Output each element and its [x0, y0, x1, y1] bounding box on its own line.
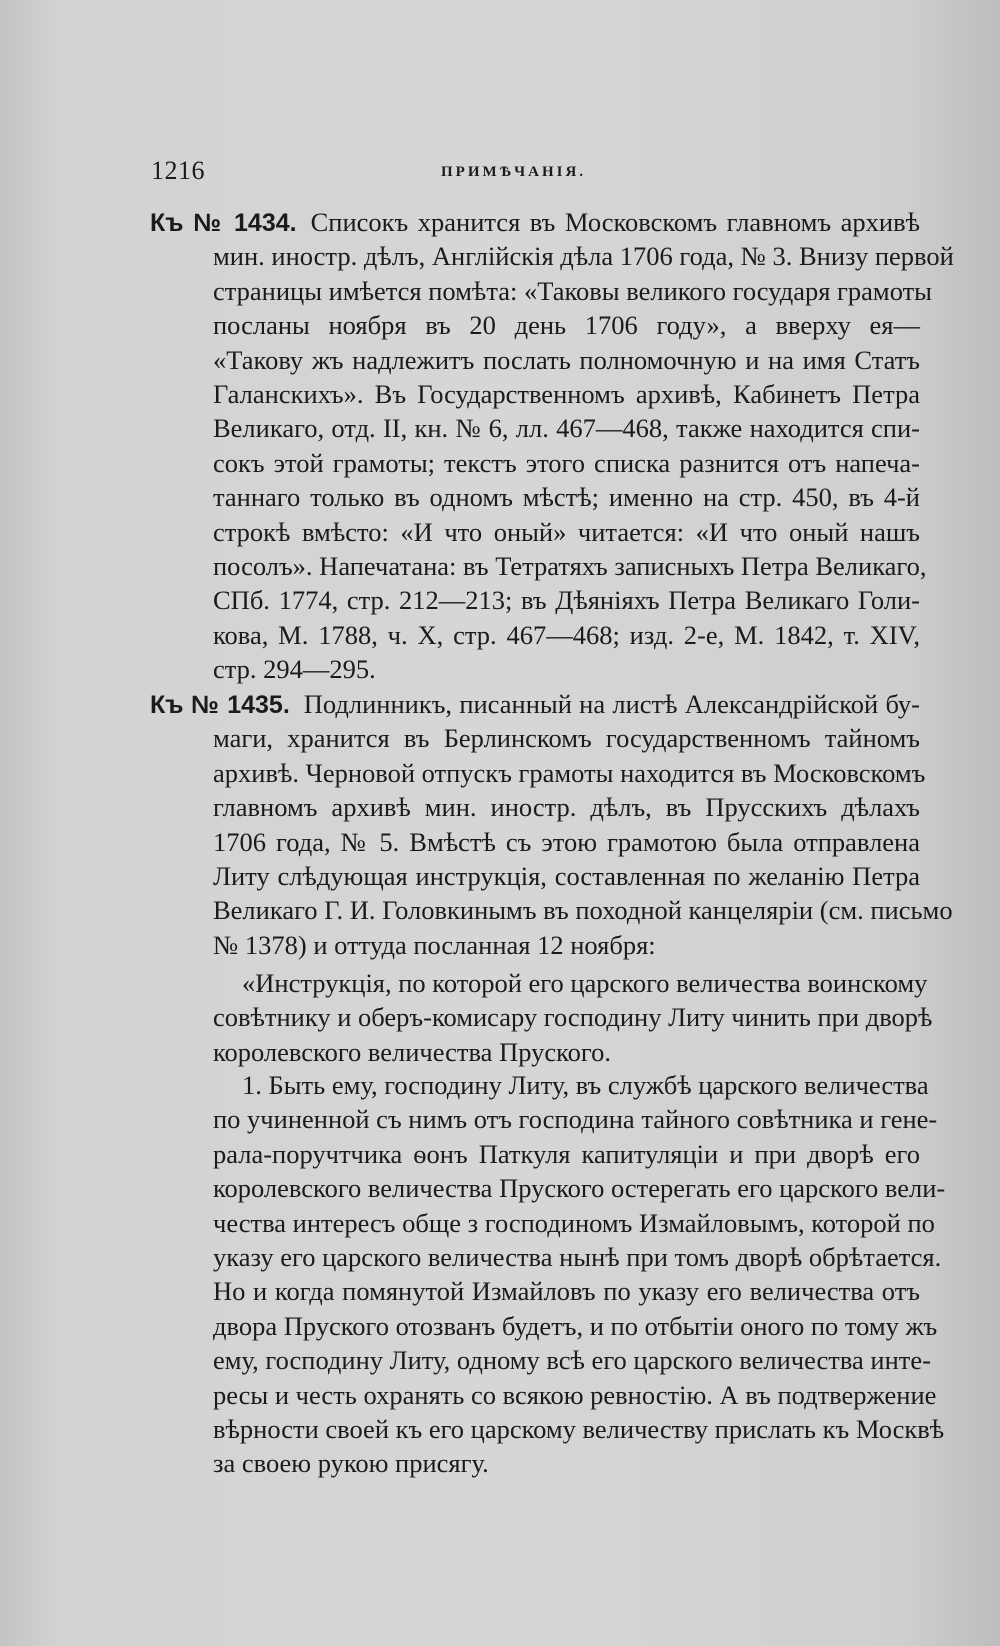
running-title: ПРИМѢЧАНIЯ. [441, 164, 587, 180]
text-line [150, 687, 920, 721]
text-line [150, 205, 920, 239]
text-line: вѣрности своей къ его царскому величеству прислать къ Москвѣ [213, 1413, 945, 1444]
entry-heading: Къ № 1435. [150, 691, 290, 719]
text-line: кова, М. 1788, ч. X, стр. 467—468; изд. 2-е, М. 1842, т. XIV, [213, 619, 920, 650]
instruction-paragraph [150, 966, 933, 1069]
text-line: двора Пруского отозванъ будетъ, и по отбытiи оного по тому жъ [213, 1310, 938, 1341]
text-line: Галанскихъ». Въ Государственномъ архивѣ, Кабинетъ Петра [213, 378, 920, 409]
text-line: указу его царского величества нынѣ при томъ дворѣ обрѣтается. [213, 1241, 942, 1272]
text-line: рала-поручтчика ѳонъ Паткуля капитуляцiи и при дворѣ его [213, 1138, 920, 1169]
text-line: главномъ архивѣ мин. иностр. дѣлъ, въ Прусскихъ дѣлахъ [213, 792, 920, 823]
text-line: Литу слѣдующая инструкцiя, составленная по желанiю Петра [213, 860, 920, 891]
text-line: посолъ». Напечатана: въ Тетратяхъ записныхъ Петра Великаго, [213, 550, 927, 581]
text-line: страницы имѣется помѣта: «Таковы великого государя грамоты [213, 275, 932, 306]
text-line: чества интересъ обще з господиномъ Измайловымъ, которой по [213, 1207, 935, 1238]
text-line: совѣтнику и оберъ-комисару господину Литу чинить при дворѣ [213, 1002, 933, 1033]
text-line: сокъ этой грамоты; текстъ этого списка разнится отъ напеча- [213, 447, 920, 478]
text-line: ресы и честь охранять со всякою ревностiю. А въ подтвержение [213, 1379, 937, 1410]
page-header [151, 156, 941, 192]
text-line: посланы ноября въ 20 день 1706 году», а вверху ея— [213, 310, 920, 341]
text-line: королевского величества Пруского остерегать его царского вели- [213, 1173, 946, 1204]
note-entry-1434 [150, 205, 954, 686]
text-line: строкѣ вмѣсто: «И что оный» читается: «И что оный нашъ [213, 516, 920, 547]
text-line: № 1378) и оттуда посланная 12 ноября: [213, 929, 656, 960]
text-line-content: Списокъ хранится въ Московскомъ главномъ архивѣ [310, 207, 920, 237]
text-line: таннаго только въ одномъ мѣстѣ; именно на стр. 450, въ 4-й [213, 482, 920, 513]
instruction-point-1 [150, 1068, 946, 1481]
note-entry-1435 [150, 687, 953, 962]
text-line: Великаго Г. И. Головкинымъ въ походной канцелярiи (см. письмо [213, 895, 953, 926]
text-line: «Инструкцiя, по которой его царского величества воинскому [242, 968, 928, 998]
text-line: ему, господину Литу, одному всѣ его царского величества инте- [213, 1345, 931, 1376]
text-line: «Такову жъ надлежитъ послать полномочную и на имя Статъ [213, 344, 920, 375]
text-line: по учиненной съ нимъ отъ господина тайного совѣтника и гене- [213, 1104, 938, 1135]
text-line: 1706 года, № 5. Вмѣстѣ съ этою грамотою была отправлена [213, 826, 920, 857]
text-line-content: Подлинникъ, писанный на листѣ Александрiйской бу- [303, 689, 920, 719]
entry-heading: Къ № 1434. [150, 209, 297, 237]
page-number: 1216 [151, 156, 205, 185]
text-line: маги, хранится въ Берлинскомъ государственномъ тайномъ [213, 723, 920, 754]
text-line: Но и когда помянутой Измайловъ по указу его величества отъ [213, 1276, 920, 1307]
text-line: 1. Быть ему, господину Литу, въ службѣ царского величества [242, 1070, 929, 1100]
text-line: Великаго, отд. II, кн. № 6, лл. 467—468, также находится спи- [213, 413, 920, 444]
text-line: за своею рукою присягу. [213, 1448, 489, 1479]
text-line: стр. 294—295. [213, 654, 376, 685]
text-line: королевского величества Пруского. [213, 1036, 611, 1067]
text-line: мин. иностр. дѣлъ, Англiйскiя дѣла 1706 года, № 3. Внизу первой [213, 241, 954, 272]
text-line: архивѣ. Черновой отпускъ грамоты находится въ Московскомъ [213, 757, 926, 788]
text-line: СПб. 1774, стр. 212—213; въ Дѣянiяхъ Петра Великаго Голи- [213, 585, 920, 616]
